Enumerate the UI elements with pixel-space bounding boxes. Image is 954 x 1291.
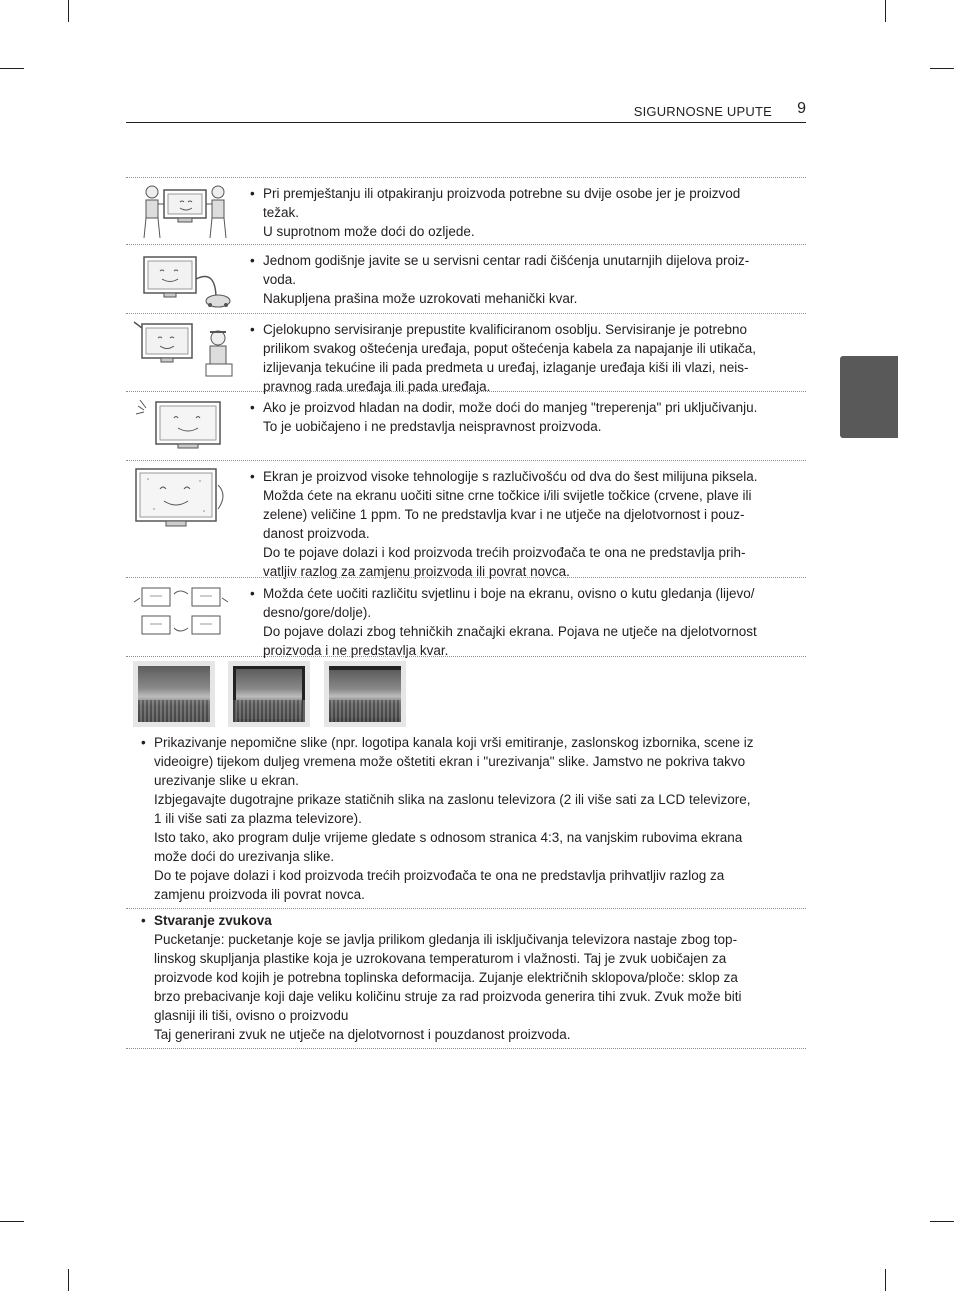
text-line: vatljiv razlog za zamjenu proizvoda ili povrat novca. bbox=[263, 564, 570, 579]
screen-thumbnail-still-image bbox=[133, 661, 215, 727]
image-retention-section bbox=[126, 656, 806, 908]
text-line: Jednom godišnje javite se u servisni centar radi čišćenja unutarnjih dijelova proiz- bbox=[263, 253, 750, 268]
text-line: U suprotnom može doći do ozljede. bbox=[263, 224, 475, 239]
screen-thumbnail-letterbox bbox=[324, 661, 406, 727]
crop-mark bbox=[0, 68, 24, 69]
sound-text: • Stvaranje zvukova Pucketanje: pucketanje koje se javlja prilikom gledanja ili isključivanja televizora nastaje zbog top- linskog skupljanja plastike koja je uzrokovana temperaturom i vlažnosti. Taj je zvuk uobičajen za proizvode kod kojih je potrebna toplinska deformacija. Zujanje električnih sklopova/ploče: sklop za brzo prebacivanje koji daje veliku količinu struje za rad proizvoda generira tihi zvuk. Zvuk može biti glasniji ili tiši, ovisno o proizvodu Taj generirani zvuk ne utječe na djelotvornost i pouzdanost proizvoda. bbox=[126, 909, 806, 1048]
text-line: zamjenu proizvoda ili povrat novca. bbox=[154, 887, 365, 902]
tv-flickering-icon bbox=[130, 396, 240, 458]
crop-mark bbox=[930, 1221, 954, 1222]
safety-text: • Pri premještanju ili otpakiranju proizvoda potrebne su dvije osobe jer je proizvod težak. U suprotnom može doći do ozljede. bbox=[263, 178, 806, 245]
text-line: urezivanje slike u ekran. bbox=[154, 773, 299, 788]
text-line: Možda ćete uočiti različitu svjetlinu i boje na ekranu, ovisno o kutu gledanja (lijevo/ bbox=[263, 586, 755, 601]
text-line: voda. bbox=[263, 272, 297, 287]
safety-row bbox=[126, 177, 806, 244]
text-line: težak. bbox=[263, 205, 300, 220]
safety-text: • Ako je proizvod hladan na dodir, može doći do manjeg "treperenja" pri uključivanju. To je uobičajeno i ne predstavlja neispravnost proizvoda. bbox=[263, 392, 806, 440]
text-line: danost proizvoda. bbox=[263, 526, 370, 541]
screen-thumbnail-retention bbox=[228, 661, 310, 727]
crop-mark bbox=[885, 1269, 886, 1291]
safety-row bbox=[126, 391, 806, 460]
tv-with-vacuum-icon bbox=[130, 249, 240, 311]
text-line: prilikom svakog oštećenja uređaja, poput oštećenja kabela za napajanje ili utikača, bbox=[263, 341, 757, 356]
safety-text: • Cjelokupno servisiranje prepustite kvalificiranom osoblju. Servisiranje je potrebno prilikom svakog oštećenja uređaja, poput oštećenja kabela za napajanje ili utikača, izlijevanja tekućine ili pada predmeta u uređaj, izlaganje uređaja kiši ili vlazi, neis- pravnog rada uređaja ili pada uređaja. bbox=[263, 314, 806, 400]
text-line: Možda ćete na ekranu uočiti sitne crne točkice i/ili svijetle točkice (crvene, plave ili bbox=[263, 488, 752, 503]
text-line: Do pojave dolazi zbog tehničkih značajki ekrana. Pojava ne utječe na djelotvornost bbox=[263, 624, 757, 639]
text-line: desno/gore/dolje). bbox=[263, 605, 372, 620]
text-line: zelene) veličine 1 ppm. To ne predstavlja kvar i ne utječe na djelotvornost i pouz- bbox=[263, 507, 745, 522]
crop-mark bbox=[68, 0, 69, 22]
sound-section bbox=[126, 908, 806, 1049]
text-line: proizvoda i ne predstavlja kvar. bbox=[263, 643, 449, 658]
text-line: proizvode kod kojih je potrebna toplinska deformacija. Zujanje električnih sklopova/ploče: sklop za bbox=[154, 970, 738, 985]
text-line: Isto tako, ako program dulje vrijeme gledate s odnosom stranica 4:3, na vanjskim rubovima ekrana bbox=[154, 830, 743, 845]
tv-pixels-icon bbox=[130, 465, 240, 531]
text-line: Nakupljena prašina može uzrokovati mehanički kvar. bbox=[263, 291, 578, 306]
text-line: Izbjegavajte dugotrajne prikaze statičnih slika na zaslonu televizora (2 ili više sati za LCD televizore, bbox=[154, 792, 751, 807]
safety-text: • Možda ćete uočiti različitu svjetlinu i boje na ekranu, ovisno o kutu gledanja (lijevo/ desno/gore/dolje). Do pojave dolazi zbog tehničkih značajki ekrana. Pojava ne utječe na djelotvornost proizvoda i ne predstavlja kvar. bbox=[263, 578, 806, 664]
image-retention-text: • Prikazivanje nepomične slike (npr. logotipa kanala koji vrši emitiranje, zaslonskog izbornika, scene iz videoigre) tijekom duljeg vremena može oštetiti ekran i "urezivanja" slike. Jamstvo ne pokriva takvo urezivanje slike u ekran. Izbjegavajte dugotrajne prikaze statičnih slika na zaslonu televizora (2 ili više sati za LCD televizore, 1 ili više sati za plazma televizore). Isto tako, ako program dulje vrijeme gledate s odnosom stranica 4:3, na vanjskim rubovima ekrana može doći do urezivanja slike. Do te pojave dolazi i kod proizvoda trećih proizvođača te ona ne predstavlja prihvatljiv razlog za zamjenu proizvoda ili povrat novca. bbox=[126, 731, 806, 908]
safety-content bbox=[126, 177, 806, 1049]
crop-mark bbox=[930, 68, 954, 69]
text-line: Taj generirani zvuk ne utječe na djelotvornost i pouzdanost proizvoda. bbox=[154, 1027, 571, 1042]
text-line: videoigre) tijekom duljeg vremena može oštetiti ekran i "urezivanja" slike. Jamstvo ne pokriva takvo bbox=[154, 754, 746, 769]
language-tab-label: HRVATSKI bbox=[796, 330, 860, 345]
sound-heading: Stvaranje zvukova bbox=[154, 913, 272, 928]
text-line: Pri premještanju ili otpakiranju proizvoda potrebne su dvije osobe jer je proizvod bbox=[263, 186, 741, 201]
text-line: brzo prebacivanje koji daje veliku količinu struje za rad proizvoda generira tihi zvuk. Zvuk može biti bbox=[154, 989, 742, 1004]
safety-row bbox=[126, 577, 806, 656]
text-line: Pucketanje: pucketanje koje se javlja prilikom gledanja ili isključivanja televizora nastaje zbog top- bbox=[154, 932, 738, 947]
safety-text: • Jednom godišnje javite se u servisni centar radi čišćenja unutarnjih dijelova proiz- voda. Nakupljena prašina može uzrokovati mehanički kvar. bbox=[263, 245, 806, 312]
safety-row bbox=[126, 244, 806, 313]
tv-viewing-angles-icon bbox=[130, 582, 240, 644]
text-line: linskog skupljanja plastike koja je uzrokovana temperaturom i vlažnosti. Taj je zvuk uobičajen za bbox=[154, 951, 727, 966]
text-line: Ekran je proizvod visoke tehnologije s razlučivošću od dva do šest milijuna piksela. bbox=[263, 469, 758, 484]
text-line: glasniji ili tiši, ovisno o proizvodu bbox=[154, 1008, 349, 1023]
text-line: izlijevanja tekućine ili pada predmeta u uređaj, izlaganje uređaja kiši ili vlazi, neis- bbox=[263, 360, 749, 375]
safety-row bbox=[126, 313, 806, 394]
crop-mark bbox=[68, 1269, 69, 1291]
page-number: 9 bbox=[797, 100, 806, 117]
text-line: Do te pojave dolazi i kod proizvoda trećih proizvođača te ona ne predstavlja prih- bbox=[263, 545, 746, 560]
safety-row bbox=[126, 460, 806, 577]
text-line: Prikazivanje nepomične slike (npr. logotipa kanala koji vrši emitiranje, zaslonskog izbornika, scene iz bbox=[154, 735, 754, 750]
tv-with-service-technician-icon bbox=[130, 318, 240, 380]
page-header bbox=[126, 100, 806, 123]
crop-mark bbox=[885, 0, 886, 22]
text-line: može doći do urezivanja slike. bbox=[154, 849, 335, 864]
two-people-carrying-tv-icon bbox=[130, 182, 240, 244]
screen-thumbnails bbox=[126, 657, 806, 731]
text-line: 1 ili više sati za plazma televizore). bbox=[154, 811, 362, 826]
crop-mark bbox=[0, 1221, 24, 1222]
text-line: Ako je proizvod hladan na dodir, može doći do manjeg "treperenja" pri uključivanju. bbox=[263, 400, 758, 415]
text-line: Do te pojave dolazi i kod proizvoda trećih proizvođača te ona ne predstavlja prihvatljiv razlog za bbox=[154, 868, 725, 883]
language-tab bbox=[796, 330, 898, 438]
text-line: pravnog rada uređaja ili pada uređaja. bbox=[263, 379, 491, 394]
text-line: To je uobičajeno i ne predstavlja neispravnost proizvoda. bbox=[263, 419, 602, 434]
text-line: Cjelokupno servisiranje prepustite kvalificiranom osoblju. Servisiranje je potrebno bbox=[263, 322, 747, 337]
safety-text: • Ekran je proizvod visoke tehnologije s razlučivošću od dva do šest milijuna piksela. Možda ćete na ekranu uočiti sitne crne točkice i/ili svijetle točkice (crvene, plave ili zelene) veličine 1 ppm. To ne predstavlja kvar i ne utječe na djelotvornost i pouz- danost proizvoda. Do te pojave dolazi i kod proizvoda trećih proizvođača te ona ne predstavlja prih- vatljiv razlog za zamjenu proizvoda ili povrat novca. bbox=[263, 461, 806, 585]
section-title: SIGURNOSNE UPUTE bbox=[633, 104, 772, 119]
